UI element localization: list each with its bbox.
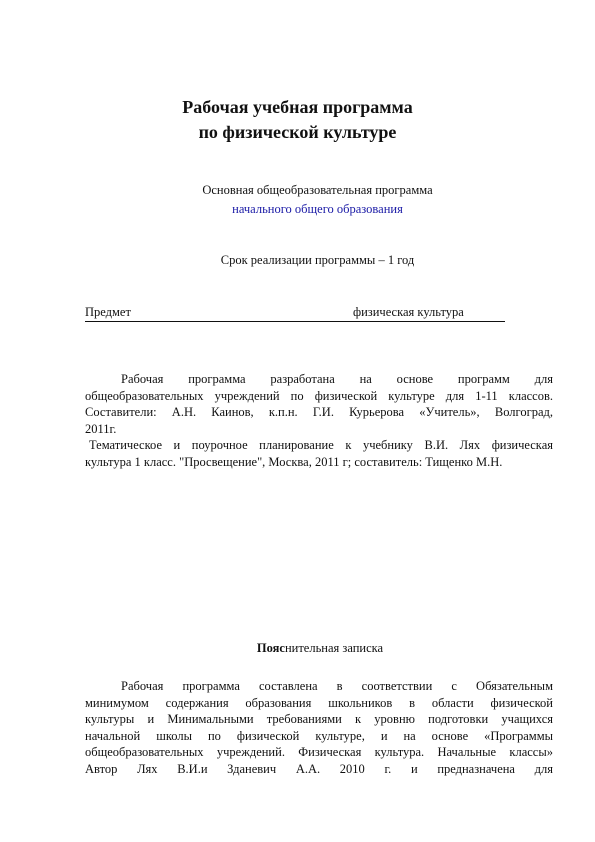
subject-row xyxy=(85,304,505,322)
planning-paragraph xyxy=(85,437,553,470)
explanatory-note-heading xyxy=(0,640,595,656)
subject-value: физическая культура xyxy=(353,305,464,319)
paragraph-line: 2011г. xyxy=(85,421,117,436)
paragraph-line: минимумом содержания образования школьников в области физической xyxy=(85,695,553,710)
paragraph-line: общеобразовательных учреждений. Физическая культура. Начальные классы» xyxy=(85,745,553,759)
heading-bold-part: Пояс xyxy=(256,641,285,655)
paragraph-line: Автор Лях В.И.и Зданевич А.А. 2010 г. и предназначена для xyxy=(85,761,553,776)
document-title-line1: Рабочая учебная программа xyxy=(182,97,413,117)
implementation-term: Срок реализации программы – 1 год xyxy=(220,253,415,267)
paragraph-line: культуры и Минимальными требованиями к уровню подготовки учащихся xyxy=(85,712,553,726)
intro-paragraph xyxy=(85,371,553,437)
paragraph-line: начальной школы по физической культуре, и на основе «Программы xyxy=(85,728,553,743)
paragraph-line: Составители: А.Н. Каинов, к.п.н. Г.И. Курьерова «Учитель», Волгоград, xyxy=(85,405,553,419)
paragraph-line: культура 1 класс. "Просвещение", Москва, 2011 г; составитель: Тищенко М.Н. xyxy=(85,454,503,469)
program-type: Основная общеобразовательная программа xyxy=(202,183,433,197)
education-level: начального общего образования xyxy=(232,202,403,216)
subject-label: Предмет xyxy=(85,305,131,319)
paragraph-line: Рабочая программа разработана на основе программ для xyxy=(121,372,553,386)
paragraph-line: общеобразовательных учреждений по физической культуре для 1-11 классов. xyxy=(85,388,553,403)
explanatory-paragraph xyxy=(85,678,553,777)
paragraph-line: Тематическое и поурочное планирование к учебнику В.И. Лях физическая xyxy=(89,438,553,452)
paragraph-line: Рабочая программа составлена в соответствии с Обязательным xyxy=(121,679,553,693)
heading-rest-part: нительная записка xyxy=(284,641,384,655)
document-title-line2: по физической культуре xyxy=(198,122,397,142)
